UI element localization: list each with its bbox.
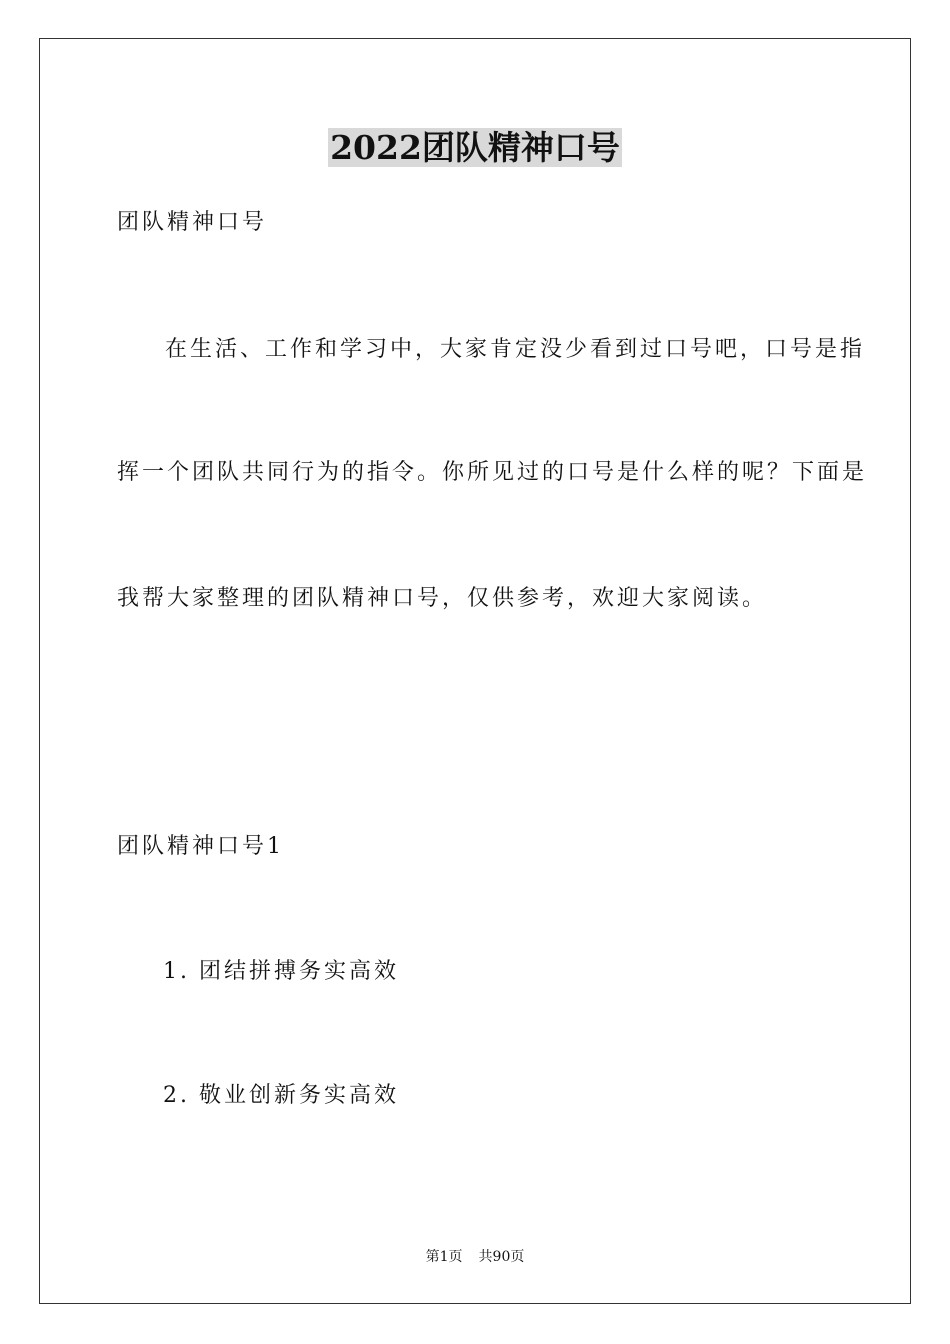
list-item-text: 团结拼搏务实高效 — [199, 959, 400, 984]
list-item-number: 2. — [163, 1083, 190, 1108]
list-item-text: 敬业创新务实高效 — [199, 1083, 400, 1108]
intro-line-2: 挥一个团队共同行为的指令。你所见过的口号是什么样的呢？下面是 — [117, 460, 868, 485]
page-footer — [0, 1248, 950, 1266]
section-heading: 团队精神口号1 — [117, 834, 284, 859]
list-item — [163, 957, 399, 987]
document-title-text: 2022团队精神口号 — [330, 128, 620, 167]
intro-line-1: 在生活、工作和学习中，大家肯定没少看到过口号吧，口号是指 — [165, 337, 866, 362]
list-item-number: 1. — [163, 959, 190, 984]
document-title — [0, 127, 950, 169]
page-total: 共90页 — [478, 1249, 525, 1265]
page-current: 第1页 — [425, 1249, 463, 1265]
list-item — [163, 1081, 399, 1111]
document-subtitle: 团队精神口号 — [117, 210, 268, 235]
intro-line-3: 我帮大家整理的团队精神口号，仅供参考，欢迎大家阅读。 — [117, 586, 768, 611]
